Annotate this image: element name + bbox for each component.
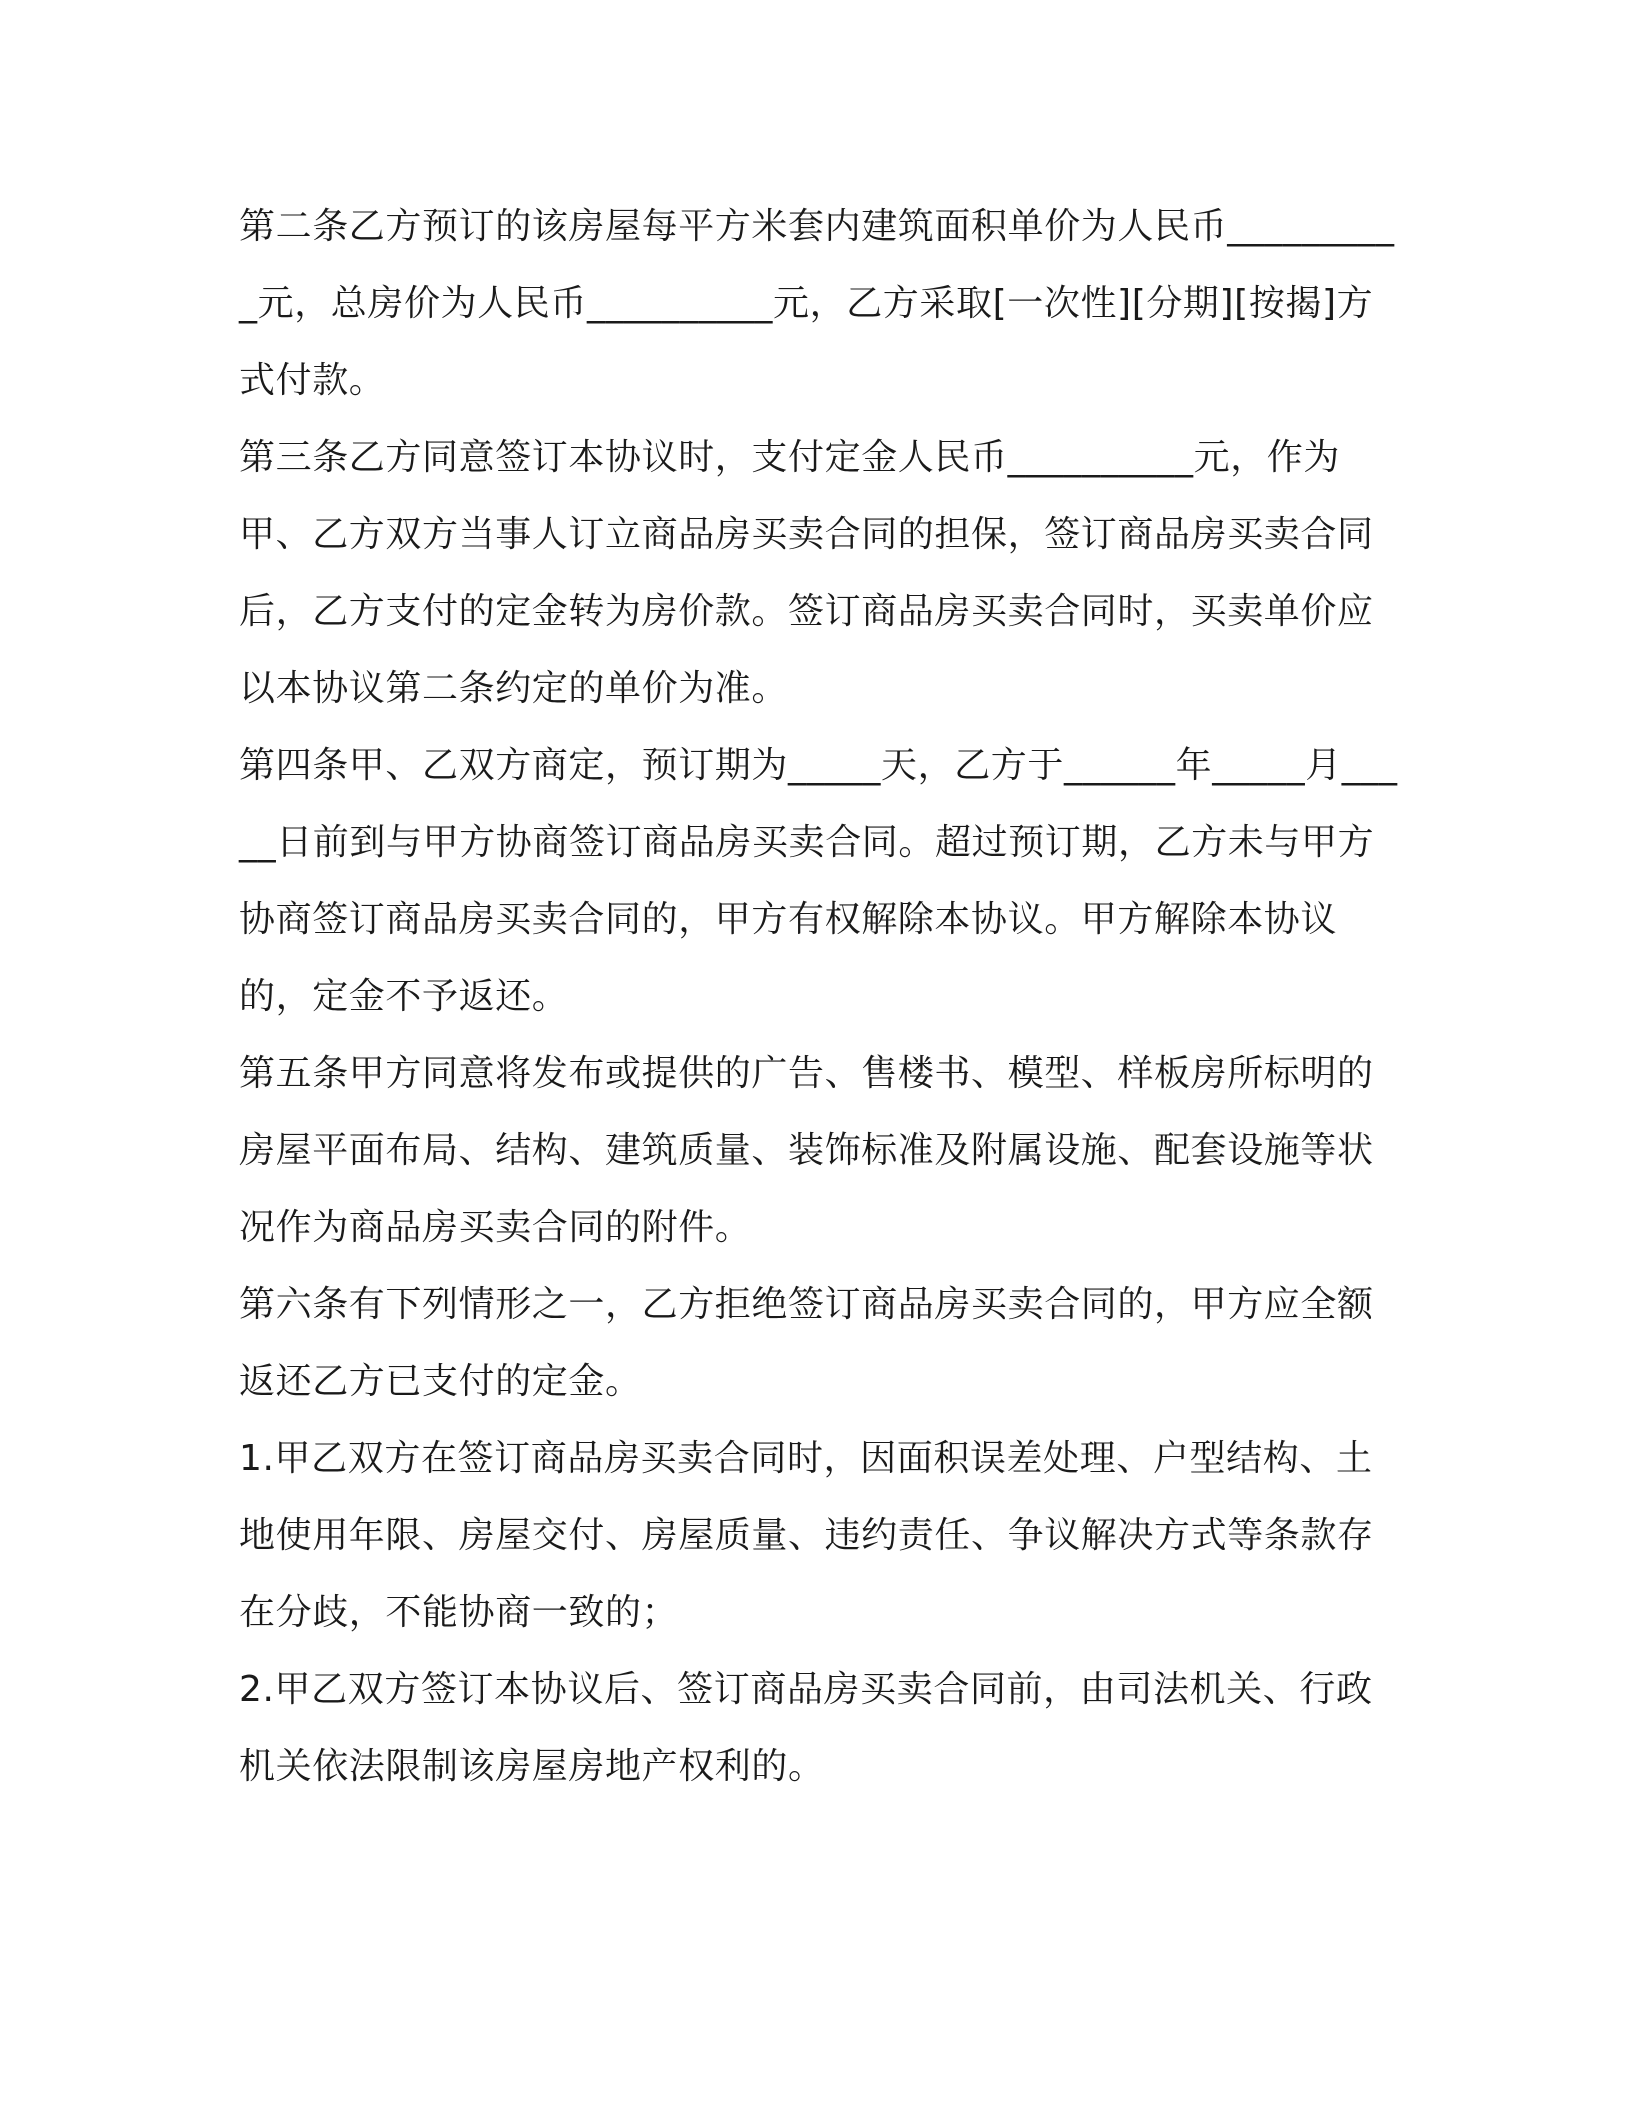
clause-2-paragraph: 第二条乙方预订的该房屋每平方米套内建筑面积单价为人民币__________元，总房价为人民币__________元，乙方采取[一次性][分期][按揭]方式付款。 [239,206,1395,401]
document-body [239,188,1399,1805]
clause-4-paragraph: 第四条甲、乙双方商定，预订期为_____天，乙方于______年_____月_____日前到与甲方协商签订商品房买卖合同。超过预订期，乙方未与甲方协商签订商品房买卖合同的，甲方有权解除本协议。甲方解除本协议的，定金不予返还。 [239,745,1398,1017]
clause-5-paragraph: 第五条甲方同意将发布或提供的广告、售楼书、模型、样板房所标明的房屋平面布局、结构、建筑质量、装饰标准及附属设施、配套设施等状况作为商品房买卖合同的附件。 [239,1053,1374,1248]
clause-3-paragraph: 第三条乙方同意签订本协议时，支付定金人民币__________元，作为甲、乙方双方当事人订立商品房买卖合同的担保，签订商品房买卖合同后，乙方支付的定金转为房价款。签订商品房买卖合同时，买卖单价应以本协议第二条约定的单价为准。 [239,437,1374,709]
clause-6-item-1: 1.甲乙双方在签订商品房买卖合同时，因面积误差处理、户型结构、土地使用年限、房屋交付、房屋质量、违约责任、争议解决方式等条款存在分歧，不能协商一致的； [239,1438,1374,1633]
clause-6-item-2: 2.甲乙双方签订本协议后、签订商品房买卖合同前，由司法机关、行政机关依法限制该房屋房地产权利的。 [239,1669,1373,1787]
clause-6-paragraph: 第六条有下列情形之一，乙方拒绝签订商品房买卖合同的，甲方应全额返还乙方已支付的定金。 [239,1284,1374,1402]
